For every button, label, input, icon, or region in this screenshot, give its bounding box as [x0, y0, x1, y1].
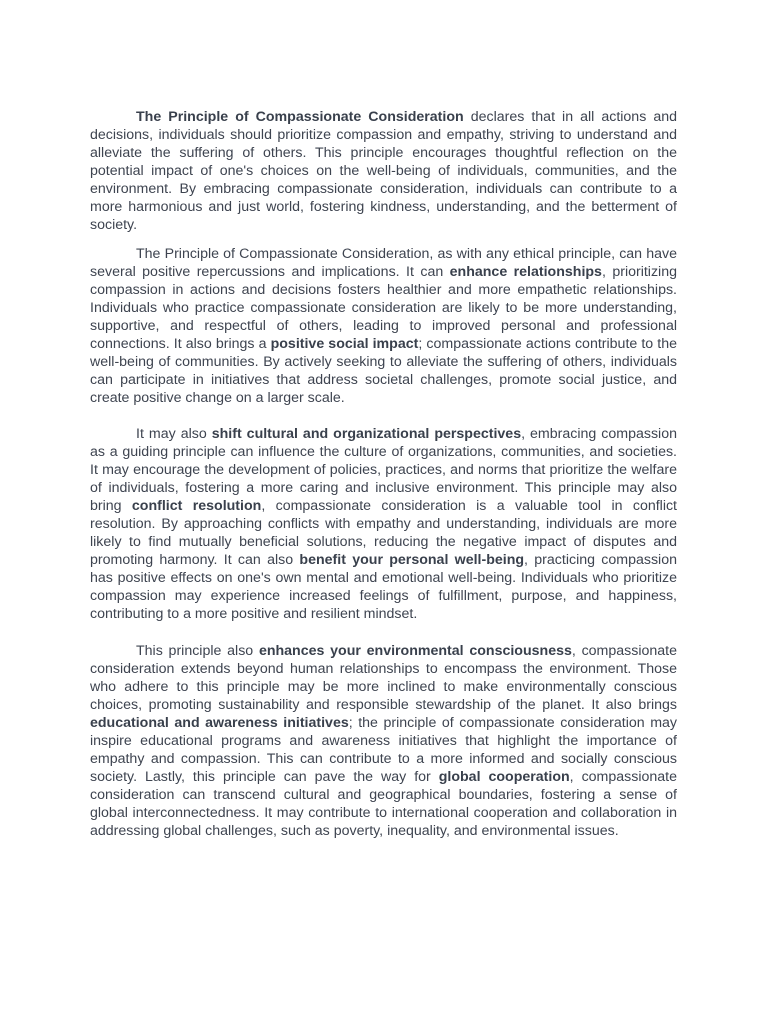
body-text: , embracing compassion as a guiding principle can influence the culture of organizations, communities, and societies. It may encourage the development of policies, practices, and norms that prioritize the welfare of individuals, fostering a more caring and inclusive environment. This principle may also bring	[90, 426, 677, 514]
body-text: , compassionate consideration can transcend cultural and geographical boundaries, fostering a sense of global interconnectedness. It may contribute to international cooperation and collaboration in addressing global challenges, such as poverty, inequality, and environmental issues.	[90, 769, 678, 839]
body-text: ; compassionate actions contribute to the well-being of communities. By actively seeking to alleviate the suffering of others, individuals can participate in initiatives that address societal challenges, promote social justice, and create positive change on a larger scale.	[90, 336, 678, 406]
body-text: It may also	[136, 426, 212, 442]
bold-term: educational and awareness initiatives	[90, 715, 349, 731]
body-text: declares that in all actions and decisions, individuals should prioritize compassion and empathy, striving to understand and alleviate the suffering of others. This principle encourages thoughtful reflection on the potential impact of one's choices on the well-being of individuals, communities, and the environment. By embracing compassionate consideration, individuals can contribute to a more harmonious and just world, fostering kindness, understanding, and the betterment of society.	[90, 109, 677, 233]
document-page	[90, 108, 677, 840]
body-text: , prioritizing compassion in actions and decisions fosters healthier and more empathetic relationships. Individuals who practice compassionate consideration are likely to be more understanding, supportive, and respectful of others, leading to improved personal and professional connections. It also brings a	[90, 264, 677, 352]
bold-term: benefit your personal well-being	[299, 552, 525, 568]
paragraph-cultural-perspectives	[90, 425, 677, 623]
bold-term: enhance relationships	[449, 264, 602, 280]
body-text: ; the principle of compassionate consideration may inspire educational programs and awareness initiatives that highlight the importance of empathy and compassion. This can contribute to a more informed and socially conscious society. Lastly, this principle can pave the way for	[90, 715, 677, 785]
body-text: The Principle of Compassionate Consideration, as with any ethical principle, can have several positive repercussions and implications. It can	[90, 246, 677, 280]
body-text: , compassionate consideration is a valuable tool in conflict resolution. By approaching conflicts with empathy and understanding, individuals are more likely to find mutually beneficial solutions, reducing the negative impact of disputes and promoting harmony. It can also	[90, 498, 678, 568]
paragraph-repercussions	[90, 245, 677, 407]
body-text: , practicing compassion has positive effects on one's own mental and emotional well-being. Individuals who prioritize compassion may experience increased feelings of fulfillment, purpose, and happiness, contributing to a more positive and resilient mindset.	[90, 552, 677, 622]
bold-term: global cooperation	[438, 769, 570, 785]
paragraph-environmental	[90, 642, 677, 840]
bold-term: enhances your environmental consciousness	[258, 643, 572, 659]
body-text: This principle also	[136, 643, 259, 659]
body-text: , compassionate consideration extends beyond human relationships to encompass the environment. Those who adhere to this principle may be more inclined to make environmentally conscious choices, promoting sustainability and responsible stewardship of the planet. It also brings	[90, 643, 677, 713]
bold-term: shift cultural and organizational perspectives	[211, 426, 522, 442]
bold-term: positive social impact	[270, 336, 419, 352]
paragraph-principle-definition	[90, 108, 677, 234]
bold-term: conflict resolution	[131, 498, 262, 514]
bold-term: The Principle of Compassionate Consideration	[136, 109, 464, 125]
